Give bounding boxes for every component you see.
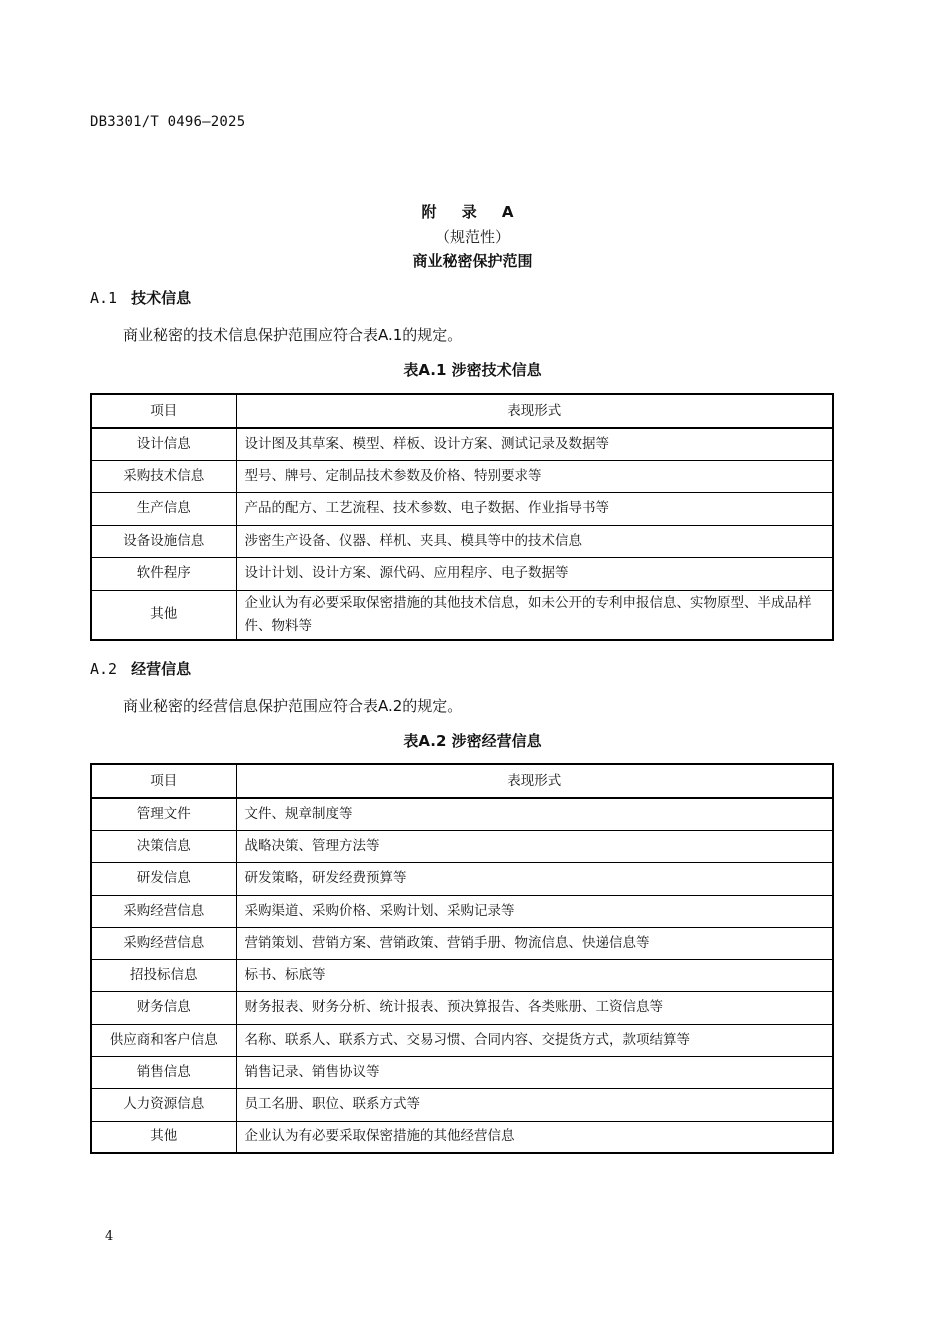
cell-form: 财务报表、财务分析、统计报表、预决算报告、各类账册、工资信息等 xyxy=(236,991,833,1024)
cell-form: 型号、牌号、定制品技术参数及价格、特别要求等 xyxy=(236,460,833,492)
cell-form: 战略决策、管理方法等 xyxy=(236,830,833,862)
table-row xyxy=(91,428,833,460)
cell-item: 生产信息 xyxy=(91,492,236,525)
table-row xyxy=(91,1088,833,1121)
table-row xyxy=(91,798,833,830)
table-row xyxy=(91,525,833,557)
cell-form: 名称、联系人、联系方式、交易习惯、合同内容、交提货方式，款项结算等 xyxy=(236,1024,833,1056)
page-number: 4 xyxy=(105,1229,114,1244)
cell-form: 企业认为有必要采取保密措施的其他技术信息，如未公开的专利申报信息、实物原型、半成品样件、物料等 xyxy=(236,590,833,640)
cell-form: 设计计划、设计方案、源代码、应用程序、电子数据等 xyxy=(236,557,833,590)
column-header-item: 项目 xyxy=(91,764,236,798)
cell-form: 营销策划、营销方案、营销政策、营销手册、物流信息、快递信息等 xyxy=(236,927,833,959)
column-header-form: 表现形式 xyxy=(236,764,833,798)
cell-item: 管理文件 xyxy=(91,798,236,830)
table-a2 xyxy=(90,763,834,1154)
column-header-item: 项目 xyxy=(91,394,236,428)
document-code: DB3301/T 0496—2025 xyxy=(90,114,246,130)
table-row xyxy=(91,862,833,895)
table-row xyxy=(91,959,833,991)
section-number: A.1 xyxy=(90,289,118,307)
cell-item: 供应商和客户信息 xyxy=(91,1024,236,1056)
section-heading-a2 xyxy=(90,658,191,679)
cell-form: 文件、规章制度等 xyxy=(236,798,833,830)
cell-item: 决策信息 xyxy=(91,830,236,862)
cell-form: 企业认为有必要采取保密措施的其他经营信息 xyxy=(236,1121,833,1153)
column-header-form: 表现形式 xyxy=(236,394,833,428)
cell-form: 研发策略，研发经费预算等 xyxy=(236,862,833,895)
appendix-nature: （规范性） xyxy=(434,228,510,246)
table-header-row xyxy=(91,764,833,798)
section-number: A.2 xyxy=(90,660,118,678)
cell-form: 产品的配方、工艺流程、技术参数、电子数据、作业指导书等 xyxy=(236,492,833,525)
cell-item: 其他 xyxy=(91,1121,236,1153)
table-caption-a1: 表A.1 涉密技术信息 xyxy=(403,361,542,379)
table-header-row xyxy=(91,394,833,428)
cell-item: 人力资源信息 xyxy=(91,1088,236,1121)
table-row xyxy=(91,557,833,590)
section-paragraph-a1: 商业秘密的技术信息保护范围应符合表A.1的规定。 xyxy=(123,326,463,344)
section-title: 经营信息 xyxy=(131,660,192,678)
cell-form: 采购渠道、采购价格、采购计划、采购记录等 xyxy=(236,895,833,927)
cell-item: 软件程序 xyxy=(91,557,236,590)
table-row xyxy=(91,830,833,862)
table-row xyxy=(91,492,833,525)
cell-form: 标书、标底等 xyxy=(236,959,833,991)
section-paragraph-a2: 商业秘密的经营信息保护范围应符合表A.2的规定。 xyxy=(123,697,463,715)
table-row xyxy=(91,927,833,959)
section-heading-a1 xyxy=(90,287,191,308)
appendix-subject: 商业秘密保护范围 xyxy=(412,252,533,270)
cell-form: 涉密生产设备、仪器、样机、夹具、模具等中的技术信息 xyxy=(236,525,833,557)
cell-form: 销售记录、销售协议等 xyxy=(236,1056,833,1088)
table-row xyxy=(91,1121,833,1153)
cell-item: 采购经营信息 xyxy=(91,895,236,927)
table-row xyxy=(91,991,833,1024)
table-row xyxy=(91,895,833,927)
table-row xyxy=(91,460,833,492)
cell-item: 采购经营信息 xyxy=(91,927,236,959)
cell-item: 采购技术信息 xyxy=(91,460,236,492)
cell-form: 员工名册、职位、联系方式等 xyxy=(236,1088,833,1121)
cell-item: 销售信息 xyxy=(91,1056,236,1088)
cell-item: 财务信息 xyxy=(91,991,236,1024)
cell-item: 设计信息 xyxy=(91,428,236,460)
appendix-label: 附 录 A xyxy=(421,203,524,221)
cell-form: 设计图及其草案、模型、样板、设计方案、测试记录及数据等 xyxy=(236,428,833,460)
table-row xyxy=(91,1056,833,1088)
table-row xyxy=(91,590,833,640)
cell-item: 研发信息 xyxy=(91,862,236,895)
section-title: 技术信息 xyxy=(131,289,192,307)
cell-item: 设备设施信息 xyxy=(91,525,236,557)
cell-item: 招投标信息 xyxy=(91,959,236,991)
table-row xyxy=(91,1024,833,1056)
table-a1 xyxy=(90,393,834,641)
table-caption-a2: 表A.2 涉密经营信息 xyxy=(403,732,542,750)
cell-item: 其他 xyxy=(91,590,236,640)
